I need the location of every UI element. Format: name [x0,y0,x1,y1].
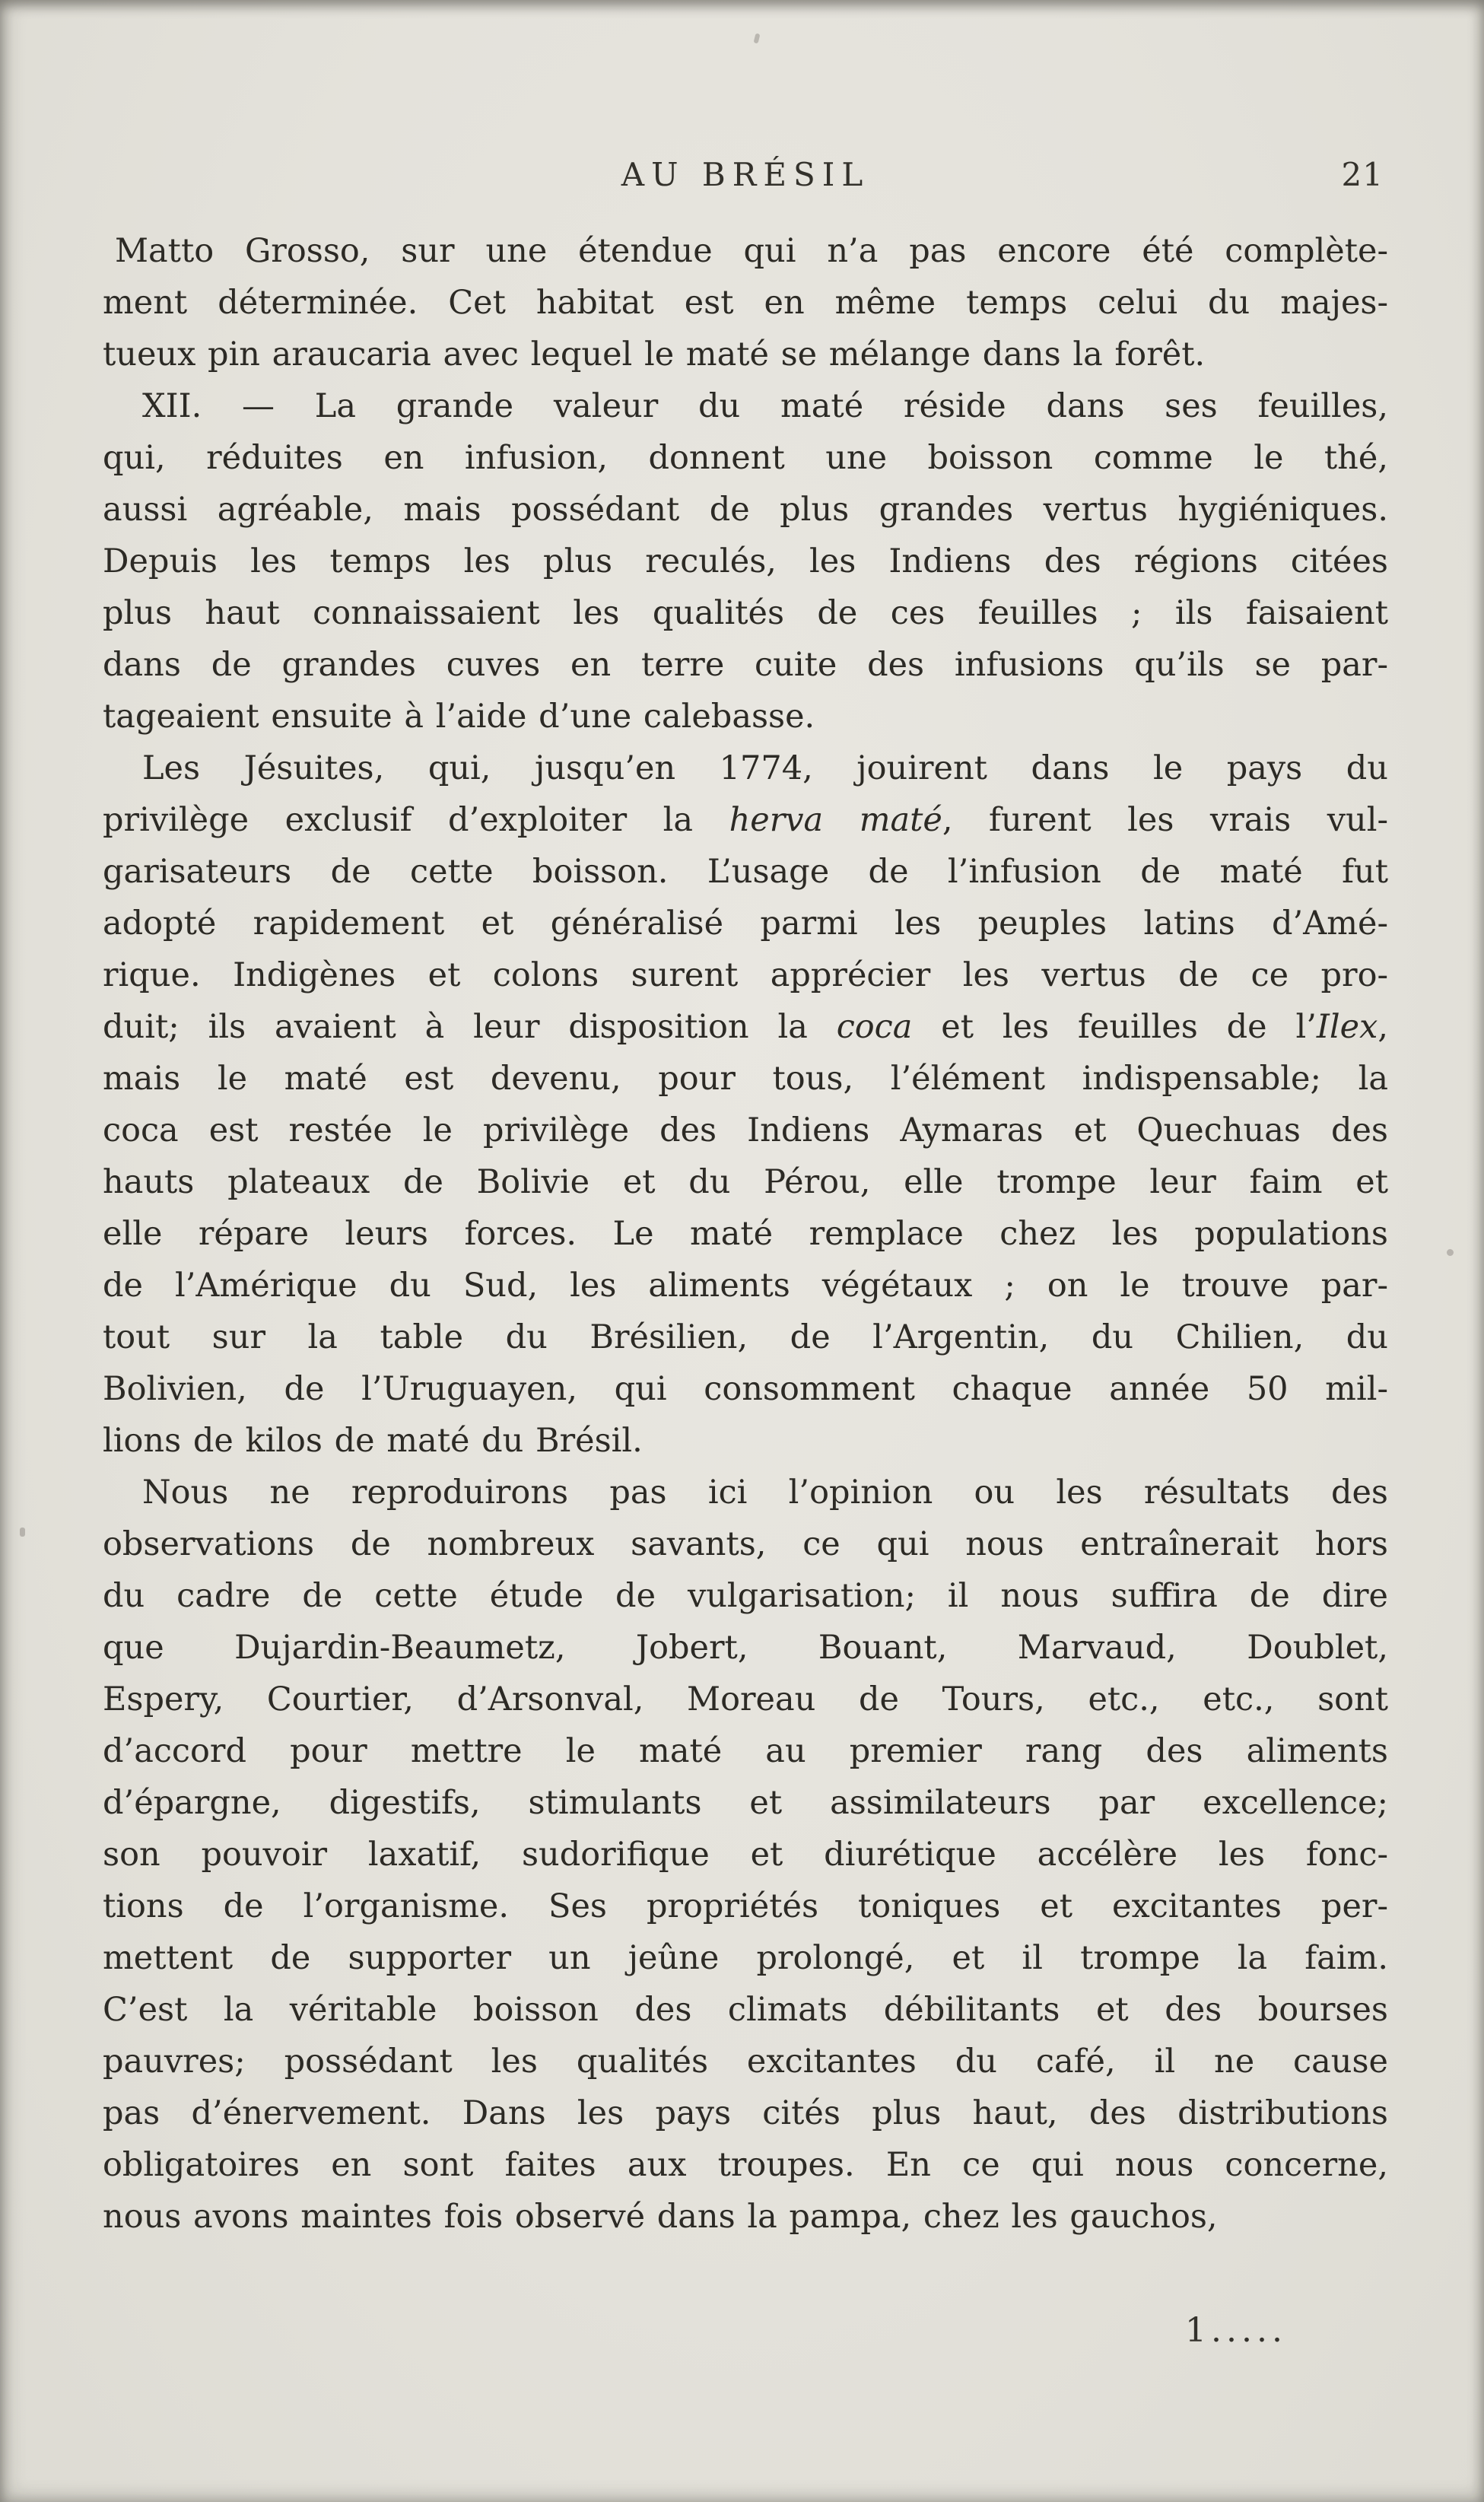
italic-text-segment: Ilex [1316,1008,1378,1046]
text-segment: XII. — La grande valeur du maté réside dans ses feuilles, [142,387,1388,425]
paragraph-2 [103,380,1388,742]
text-line [103,1829,1388,1880]
text-segment: aussi agréable, mais possédant de plus grandes vertus hygiéniques. [103,491,1388,529]
text-segment: Matto Grosso, sur une étendue qui n’a pas encore été complète- [115,232,1388,270]
text-line [103,1415,1388,1467]
text-segment: coca est restée le privilège des Indiens Aymaras et Quechuas des [103,1111,1388,1149]
text-line [103,1570,1388,1622]
text-line [103,691,1388,742]
text-line [103,432,1388,484]
text-segment: privilège exclusif d’exploiter la [103,801,729,839]
text-segment: lions de kilos de maté du Brésil. [103,1422,643,1460]
paper-speck [20,1528,25,1537]
text-segment: C’est la véritable boisson des climats débilitants et des bourses [103,1991,1388,2029]
italic-text-segment: coca [836,1008,913,1046]
running-title: AU BRÉSIL [621,156,870,193]
text-segment: de l’Amérique du Sud, les aliments végétaux ; on le trouve par- [103,1267,1388,1305]
paragraph-3 [103,742,1388,1467]
paper-speck [1447,1249,1454,1256]
text-line [103,1518,1388,1570]
text-segment: mais le maté est devenu, pour tous, l’élément indispensable; la [103,1060,1388,1098]
text-line [103,1467,1388,1518]
paper-speck [754,33,761,43]
text-segment: tageaient ensuite à l’aide d’une calebasse. [103,698,815,736]
page-body [103,225,1388,2243]
text-line [103,2191,1388,2243]
text-line [103,1311,1388,1363]
text-segment: ment déterminée. Cet habitat est en même temps celui du majes- [103,284,1388,322]
text-segment: dans de grandes cuves en terre cuite des infusions qu’ils se par- [103,646,1388,684]
text-segment: du cadre de cette étude de vulgarisation; il nous suffira de dire [103,1577,1388,1615]
text-line [103,536,1388,587]
text-segment: plus haut connaissaient les qualités de ces feuilles ; ils faisaient [103,594,1388,632]
paragraph-4 [103,1467,1388,2243]
text-segment: observations de nombreux savants, ce qui nous entraînerait hors [103,1525,1388,1563]
text-segment: qui, réduites en infusion, donnent une boisson comme le thé, [103,439,1388,477]
text-segment: adopté rapidement et généralisé parmi les peuples latins d’Amé- [103,904,1388,943]
text-segment: elle répare leurs forces. Le maté remplace chez les populations [103,1215,1388,1253]
page-number: 21 [1341,156,1384,193]
text-segment: que Dujardin-Beaumetz, Jobert, Bouant, Marvaud, Doublet, [103,1629,1388,1667]
text-line [103,2087,1388,2139]
text-segment: son pouvoir laxatif, sudorifique et diurétique accélère les fonc- [103,1836,1388,1874]
text-line [103,484,1388,536]
text-segment: Depuis les temps les plus reculés, les Indiens des régions citées [103,542,1388,580]
text-line [103,329,1388,380]
italic-text-segment: herva maté [729,801,942,839]
text-segment: d’accord pour mettre le maté au premier rang des aliments [103,1732,1388,1770]
text-segment: Espery, Courtier, d’Arsonval, Moreau de Tours, etc., etc., sont [103,1680,1388,1718]
text-line [103,1932,1388,1984]
text-line [103,1363,1388,1415]
text-segment: Bolivien, de l’Uruguayen, qui consomment chaque année 50 mil- [103,1370,1388,1408]
text-segment: hauts plateaux de Bolivie et du Pérou, elle trompe leur faim et [103,1163,1388,1201]
text-line [103,380,1388,432]
text-segment: mettent de supporter un jeûne prolongé, et il trompe la faim. [103,1939,1388,1977]
text-segment: tions de l’organisme. Ses propriétés toniques et excitantes per- [103,1887,1388,1925]
text-segment: rique. Indigènes et colons surent apprécier les vertus de ce pro- [103,956,1388,994]
page-header [103,156,1388,202]
text-line [103,225,1388,277]
text-segment: , furent les vrais vul- [942,801,1388,839]
text-line [103,277,1388,329]
text-segment: , [1378,1008,1388,1046]
text-line [103,1777,1388,1829]
text-segment: pas d’énervement. Dans les pays cités plus haut, des distributions [103,2094,1388,2132]
text-line [103,949,1388,1001]
text-line [103,794,1388,846]
text-segment: tout sur la table du Brésilien, de l’Argentin, du Chilien, du [103,1318,1388,1356]
text-line [103,1622,1388,1674]
text-line [103,846,1388,898]
text-segment: pauvres; possédant les qualités excitantes du café, il ne cause [103,2043,1388,2081]
text-line [103,1001,1388,1053]
text-segment: duit; ils avaient à leur disposition la [103,1008,837,1046]
text-segment: obligatoires en sont faites aux troupes. En ce qui nous concerne, [103,2146,1388,2184]
text-segment: Nous ne reproduirons pas ici l’opinion ou les résultats des [142,1474,1388,1512]
text-segment: d’épargne, digestifs, stimulants et assimilateurs par excellence; [103,1784,1388,1822]
text-line [103,1725,1388,1777]
text-segment: et les feuilles de l’ [912,1008,1317,1046]
text-line [103,742,1388,794]
text-segment: Les Jésuites, qui, jusqu’en 1774, jouirent dans le pays du [142,749,1388,787]
text-segment: garisateurs de cette boisson. L’usage de l’infusion de maté fut [103,853,1388,891]
text-line [103,639,1388,691]
text-line [103,1674,1388,1725]
text-line [103,1880,1388,1932]
text-line [103,587,1388,639]
text-line [103,1208,1388,1260]
text-line [103,1984,1388,2036]
text-line [103,898,1388,949]
signature-mark: 1..... [1185,2311,1287,2350]
text-line [103,1053,1388,1105]
text-line [103,1105,1388,1156]
text-segment: tueux pin araucaria avec lequel le maté se mélange dans la forêt. [103,335,1206,374]
text-line [103,1260,1388,1311]
text-line [103,2139,1388,2191]
text-line [103,1156,1388,1208]
text-segment: nous avons maintes fois observé dans la pampa, chez les gauchos, [103,2198,1218,2236]
paragraph-1 [103,225,1388,380]
text-line [103,2036,1388,2087]
